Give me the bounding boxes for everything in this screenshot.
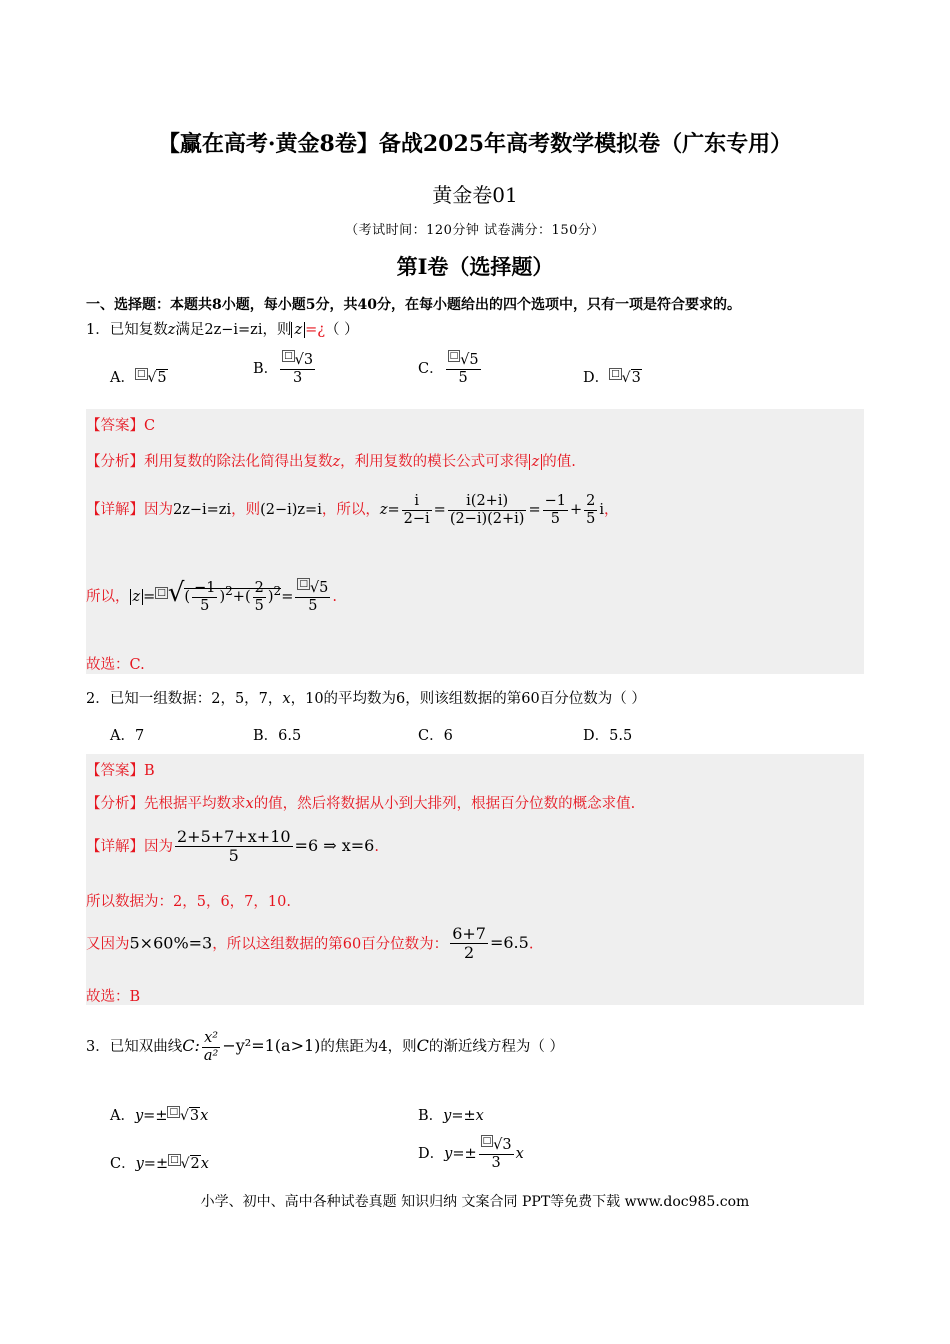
q2-option-b[interactable]: B．6.5 <box>253 728 302 744</box>
q1-analysis: 【分析】利用复数的除法化简得出复数z，利用复数的模长公式可求得 z 的值. <box>86 454 576 470</box>
q3-stem: 3．已知双曲线C: $\frac{\text{x²}}{\text{a²}}$ −y²=1(a>1)的焦距为4，则C的渐近线方程为（ ） <box>86 1030 564 1064</box>
q2-stem: 2．已知一组数据：2，5，7，x，10的平均数为6，则该组数据的第60百分位数为（ ） <box>86 691 646 707</box>
q1-modulus-line: 所以， z = □√( $\frac{-1}{5}$ )$^2$+( $\frac{2}{5}$ )$^2$= $\frac{^□ √5}{5}$ . <box>86 578 337 614</box>
q2-detail: 【详解】因为 $\frac{2+5+7+x+10}{5}$ =6 ⇒ x=6. <box>86 827 379 866</box>
q3-option-c[interactable]: C．y=± □ √2x <box>110 1155 209 1172</box>
q1-answer: 【答案】C <box>86 418 156 434</box>
q2-percentile-line: 又因为5×60%=3，所以这组数据的第60百分位数为： $\frac{6+7}{2}$ =6.5. <box>86 924 534 963</box>
q1-option-b[interactable]: B． $\frac{^□ √3}{3}$ <box>253 351 314 386</box>
q3-option-b[interactable]: B．y=±x <box>418 1108 484 1124</box>
q1-conclusion: 故选：C. <box>86 657 145 673</box>
instructions: 一、选择题：本题共8小题，每小题5分，共40分，在每小题给出的四个选项中，只有一项是符合要求的。 <box>86 297 741 313</box>
q3-option-d[interactable]: D．y=± $\frac{^□ √3}{3}$ x <box>418 1136 524 1171</box>
q2-option-c[interactable]: C．6 <box>418 728 453 744</box>
q1-option-d[interactable]: D． □ √3 <box>583 369 641 386</box>
q2-answer: 【答案】B <box>86 763 155 779</box>
q1-stem: 1．已知复数z满足2z−i=zi，则 z =¿（ ） <box>86 322 359 338</box>
section-title: 第I卷（选择题） <box>396 254 554 279</box>
q1-option-a[interactable]: A． □ √5 <box>110 369 167 386</box>
paper-subtitle: 黄金卷01 <box>432 183 518 207</box>
page-footer: 小学、初中、高中各种试卷真题 知识归纳 文案合同 PPT等免费下载 www.doc985.com <box>200 1194 750 1210</box>
q2-option-a[interactable]: A．7 <box>110 728 145 744</box>
exam-info: （考试时间：120分钟 试卷满分：150分） <box>345 223 605 238</box>
q2-data-line: 所以数据为：2，5，6，7，10. <box>86 894 291 910</box>
q3-option-a[interactable]: A．y=± □ √3x <box>110 1107 209 1124</box>
q2-conclusion: 故选：B <box>86 989 141 1005</box>
q1-detail: 【详解】因为2z−i=zi，则(2−i)z=i，所以，z= $\frac{i}{2-i}$ = $\frac{i(2+i)}{(2-i)(2+i)}$ = $\frac{-1}{5}$ + $\frac{2}{5}$ i， <box>86 493 619 527</box>
paper-title: 【赢在高考·黄金8卷】备战2025年高考数学模拟卷（广东专用） <box>157 131 793 157</box>
q1-solution-panel <box>86 409 864 674</box>
q2-analysis: 【分析】先根据平均数求x的值，然后将数据从小到大排列，根据百分位数的概念求值. <box>86 796 636 812</box>
q2-option-d[interactable]: D．5.5 <box>583 728 633 744</box>
q1-option-c[interactable]: C． $\frac{^□ √5}{5}$ <box>418 351 479 386</box>
